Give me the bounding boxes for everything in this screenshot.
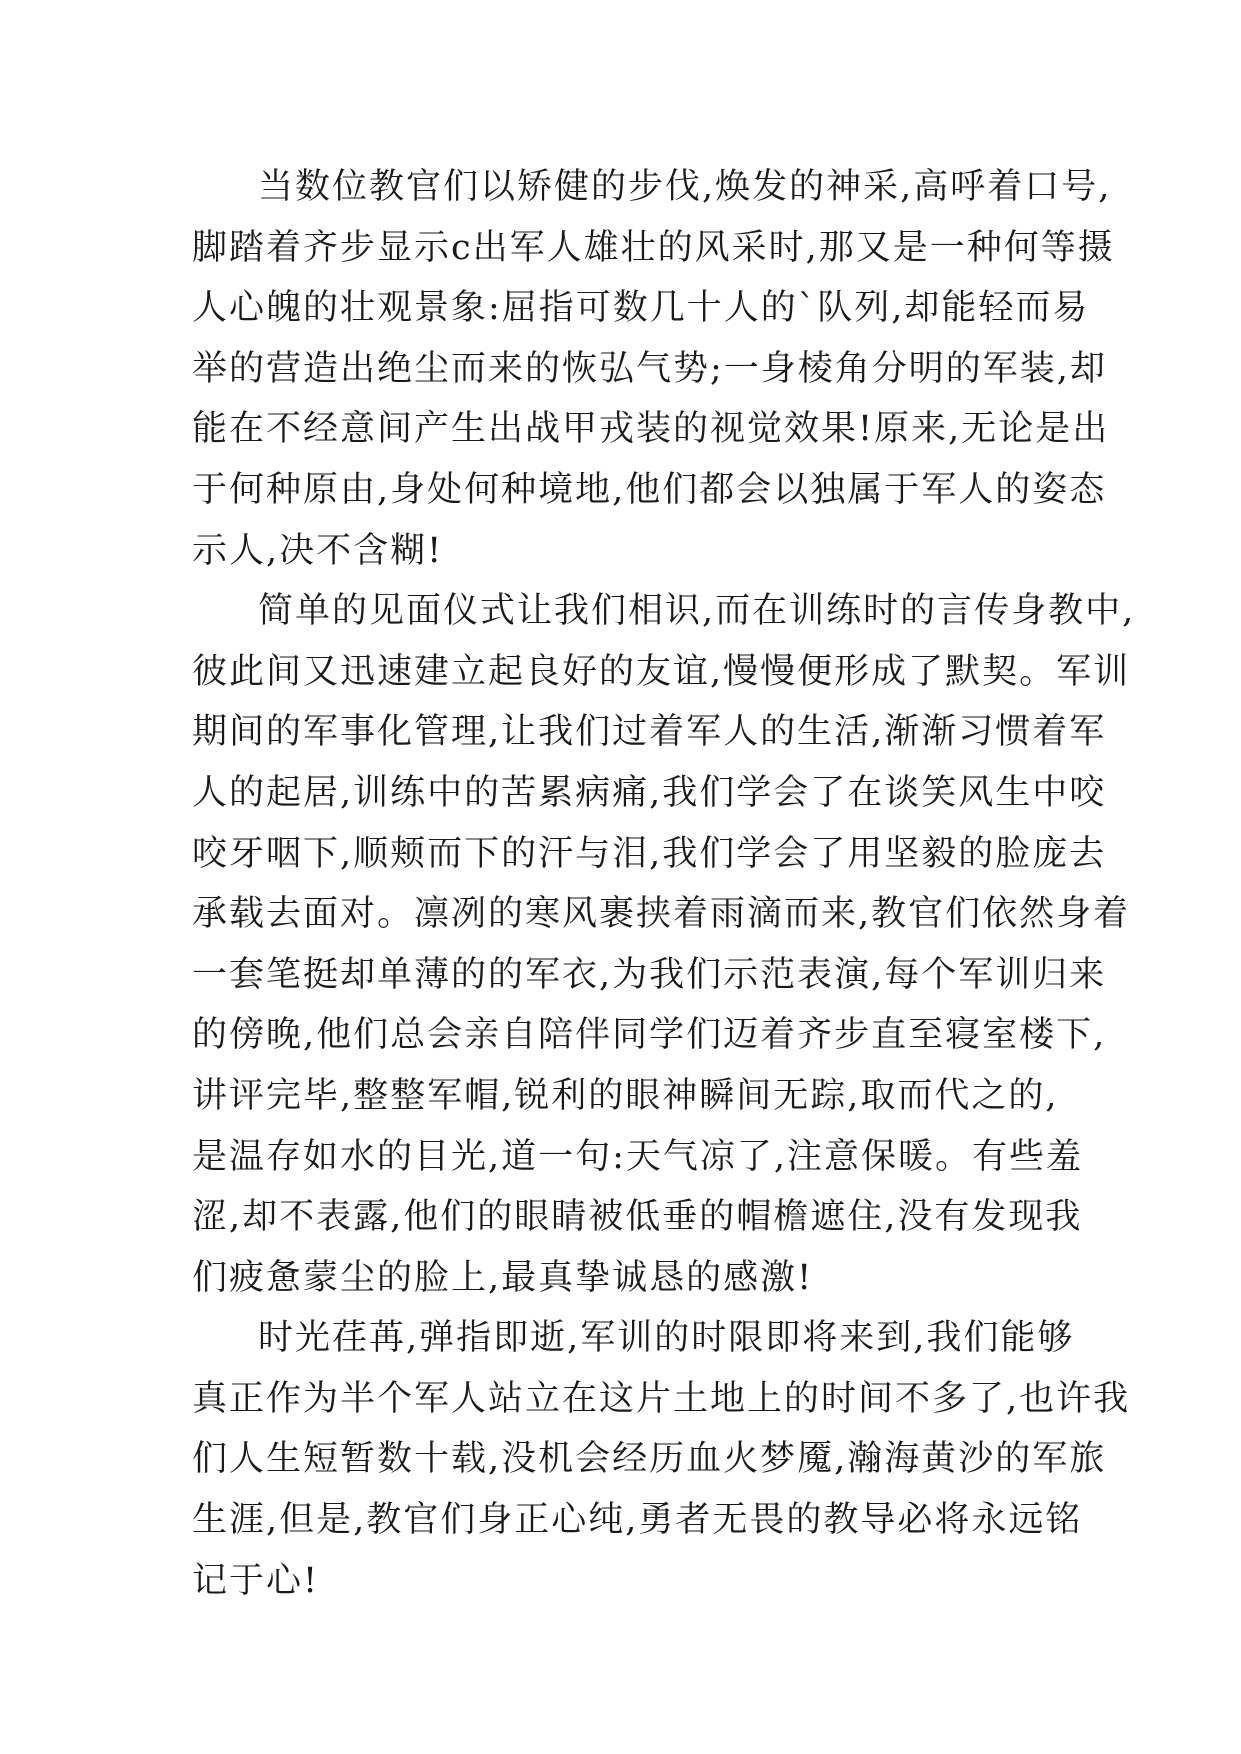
text-line: 涩,却不表露,他们的眼睛被低垂的帽檐遮住,没有发现我 (192, 1197, 1083, 1238)
text-line: 生涯,但是,教官们身正心纯,勇者无畏的教导必将永远铭 (192, 1500, 1083, 1541)
text-line: 讲评完毕,整整军帽,锐利的眼神瞬间无踪,取而代之的, (192, 1075, 1059, 1116)
text-line: 们人生短暂数十载,没机会经历血火梦魇,瀚海黄沙的军旅 (192, 1439, 1107, 1480)
text-line: 举的营造出绝尘而来的恢弘气势;一身棱角分明的军装,却 (192, 348, 1107, 389)
text-line: 于何种原由,身处何种境地,他们都会以独属于军人的姿态 (192, 469, 1107, 510)
text-line: 时光荏苒,弹指即逝,军训的时限即将来到,我们能够 (258, 1318, 1075, 1359)
text-line: 简单的见面仪式让我们相识,而在训练时的言传身教中, (258, 591, 1136, 632)
text-line: 咬牙咽下,顺颊而下的汗与泪,我们学会了用坚毅的脸庞去 (192, 833, 1107, 874)
text-line: 期间的军事化管理,让我们过着军人的生活,渐渐习惯着军 (192, 712, 1107, 753)
text-line: 记于心! (192, 1560, 320, 1601)
body-text (192, 157, 1136, 1611)
paragraph-1 (192, 157, 1115, 581)
text-line: 人心魄的壮观景象:屈指可数几十人的`队列,却能轻而易 (192, 288, 1090, 329)
text-line: 承载去面对。凛冽的寒风裹挟着雨滴而来,教官们依然身着 (192, 894, 1131, 935)
paragraph-3 (192, 1308, 1131, 1611)
text-line: 能在不经意间产生出战甲戎装的视觉效果!原来,无论是出 (192, 409, 1110, 450)
text-line: 的傍晚,他们总会亲自陪伴同学们迈着齐步直至寝室楼下, (192, 1015, 1107, 1056)
text-line: 示人,决不含糊! (192, 530, 444, 571)
text-line: 脚踏着齐步显示c出军人雄壮的风采时,那又是一种何等摄 (192, 227, 1115, 268)
paragraph-2 (192, 581, 1136, 1308)
text-line: 当数位教官们以矫健的步伐,焕发的神采,高呼着口号, (258, 167, 1112, 207)
text-line: 们疲惫蒙尘的脸上,最真挚诚恳的感激! (192, 1257, 814, 1298)
text-line: 是温存如水的目光,道一句:天气凉了,注意保暖。有些羞 (192, 1136, 1084, 1177)
text-line: 人的起居,训练中的苦累病痛,我们学会了在谈笑风生中咬 (192, 772, 1107, 813)
text-line: 彼此间又迅速建立起良好的友谊,慢慢便形成了默契。军训 (192, 651, 1131, 692)
text-line: 真正作为半个军人站立在这片土地上的时间不多了,也许我 (192, 1378, 1131, 1419)
text-line: 一套笔挺却单薄的的军衣,为我们示范表演,每个军训归来 (192, 954, 1107, 995)
